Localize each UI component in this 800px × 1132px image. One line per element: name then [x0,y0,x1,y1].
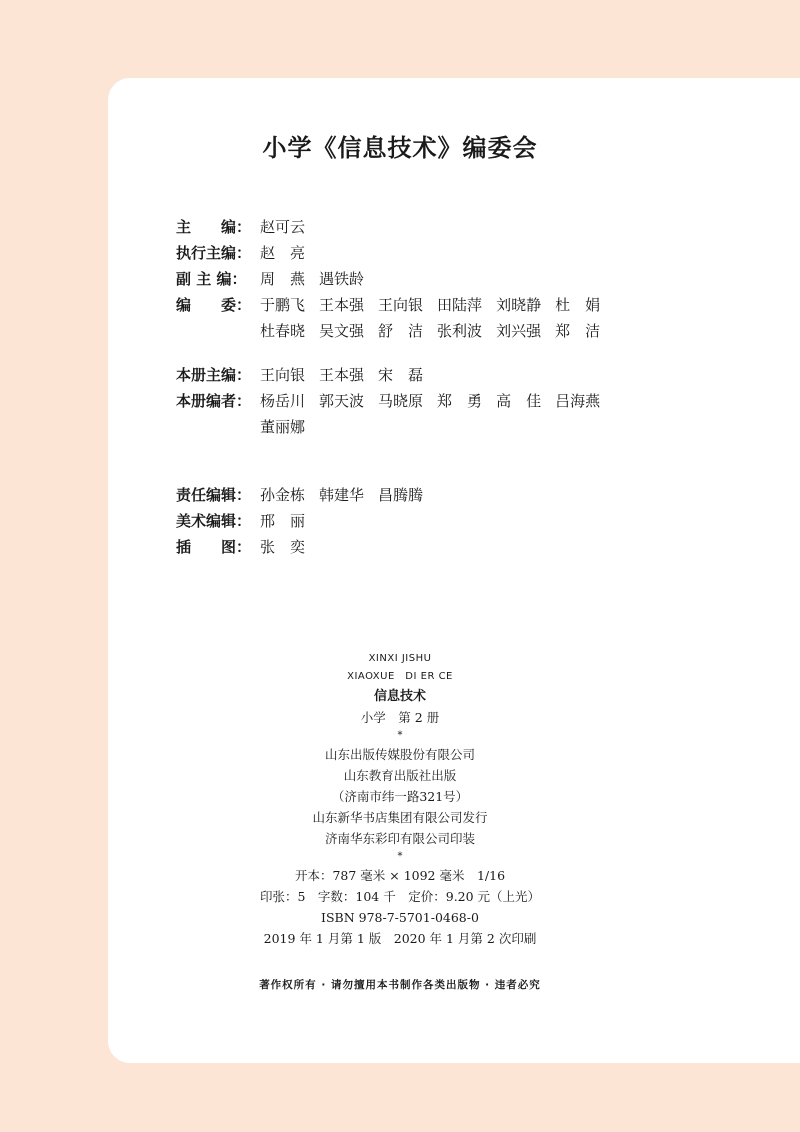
credit-row [176,362,614,388]
credit-name: 吕海燕 [555,392,601,410]
printer-line: 济南华东彩印有限公司印装 [324,831,475,846]
credit-name: 刘晓静 [496,296,542,314]
publication-info [0,650,800,949]
credit-names [260,534,319,560]
credit-name: 田陆萍 [437,296,483,314]
edition-line: 2019 年 1 月第 1 版 2020 年 1 月第 2 次印刷 [263,931,537,946]
credit-name: 赵可云 [260,218,306,236]
credit-role: 责任编辑： [176,486,252,504]
credit-name: 于鹏飞 [260,296,306,314]
credit-names [260,214,319,240]
distributor-line: 山东新华书店集团有限公司发行 [312,810,488,825]
credit-names-line [260,534,319,560]
credits-group-production [176,482,614,560]
credits-group-editorial-board [176,214,614,344]
credit-name: 王向银 [260,366,306,384]
volume-line: 小学 第 2 册 [360,710,440,725]
separator-star: * [397,851,403,862]
address-line: （济南市纬一路321号） [331,789,469,804]
credit-name: 杜 娟 [555,296,601,314]
credit-role: 本册编者： [176,392,252,410]
credit-name: 遇铁龄 [319,270,365,288]
credit-names-line [260,240,319,266]
book-title: 信息技术 [373,689,426,704]
credit-role: 美术编辑： [176,512,252,530]
credit-name: 高 佳 [496,392,542,410]
credit-names-line [260,266,378,292]
credit-name: 吴文强 [319,322,365,340]
credit-name: 张 奕 [260,538,306,556]
credit-role: 编 委： [176,296,252,314]
credit-name: 韩建华 [319,486,365,504]
credit-names-line [260,292,614,318]
credit-name: 郑 洁 [555,322,601,340]
credit-names [260,240,319,266]
credit-name: 王本强 [319,366,365,384]
credit-row [176,534,614,560]
credit-row [176,266,614,292]
print-info-line: 印张：5 字数：104 千 定价：9.20 元（上光） [259,889,541,904]
credit-name: 周 燕 [260,270,306,288]
credit-names-line [260,414,614,440]
credit-name: 孙金栋 [260,486,306,504]
credit-names [260,266,378,292]
credit-names [260,362,437,388]
credit-names-line [260,362,437,388]
credit-name: 郑 勇 [437,392,483,410]
credit-name: 王本强 [319,296,365,314]
credit-name: 董丽娜 [260,418,306,436]
credit-row [176,214,614,240]
credit-names-line [260,482,437,508]
credit-names [260,388,614,440]
credit-row [176,482,614,508]
credit-name: 赵 亮 [260,244,306,262]
credit-row [176,240,614,266]
credit-names-line [260,508,319,534]
page-title: 小学《信息技术》编委会 [262,134,538,162]
isbn-line: ISBN 978-7-5701-0468-0 [321,910,479,925]
publisher-line: 山东教育出版社出版 [343,768,457,783]
credits-section [176,214,614,560]
credit-name: 昌腾腾 [378,486,424,504]
credit-names-line [260,318,614,344]
credit-name: 刘兴强 [496,322,542,340]
credit-name: 郭天波 [319,392,365,410]
pinyin-volume-line: XIAOXUE DI ER CE [347,671,453,682]
credit-names-line [260,214,319,240]
publisher-group-line: 山东出版传媒股份有限公司 [324,747,475,762]
copyright-notice: 著作权所有 · 请勿擅用本书制作各类出版物 · 违者必究 [259,979,541,991]
credit-names [260,292,614,344]
credit-role: 主 编： [176,218,252,236]
credit-name: 舒 洁 [378,322,424,340]
format-line: 开本：787 毫米 × 1092 毫米 1/16 [294,868,506,883]
credit-row [176,388,614,440]
credit-name: 王向银 [378,296,424,314]
credit-role: 执行主编： [176,244,252,262]
separator-star: * [397,730,403,741]
credit-name: 杨岳川 [260,392,306,410]
credits-group-volume-editors [176,362,614,440]
pinyin-title-line: XINXI JISHU [368,653,432,664]
credit-names [260,482,437,508]
credit-row [176,508,614,534]
credit-role: 插 图： [176,538,252,556]
credit-role: 本册主编： [176,366,252,384]
credit-row [176,292,614,344]
credit-name: 宋 磊 [378,366,424,384]
credit-role: 副 主 编： [176,270,247,288]
credit-name: 杜春晓 [260,322,306,340]
credit-name: 邢 丽 [260,512,306,530]
credit-name: 张利波 [437,322,483,340]
credit-names-line [260,388,614,414]
credit-name: 马晓原 [378,392,424,410]
credit-names [260,508,319,534]
